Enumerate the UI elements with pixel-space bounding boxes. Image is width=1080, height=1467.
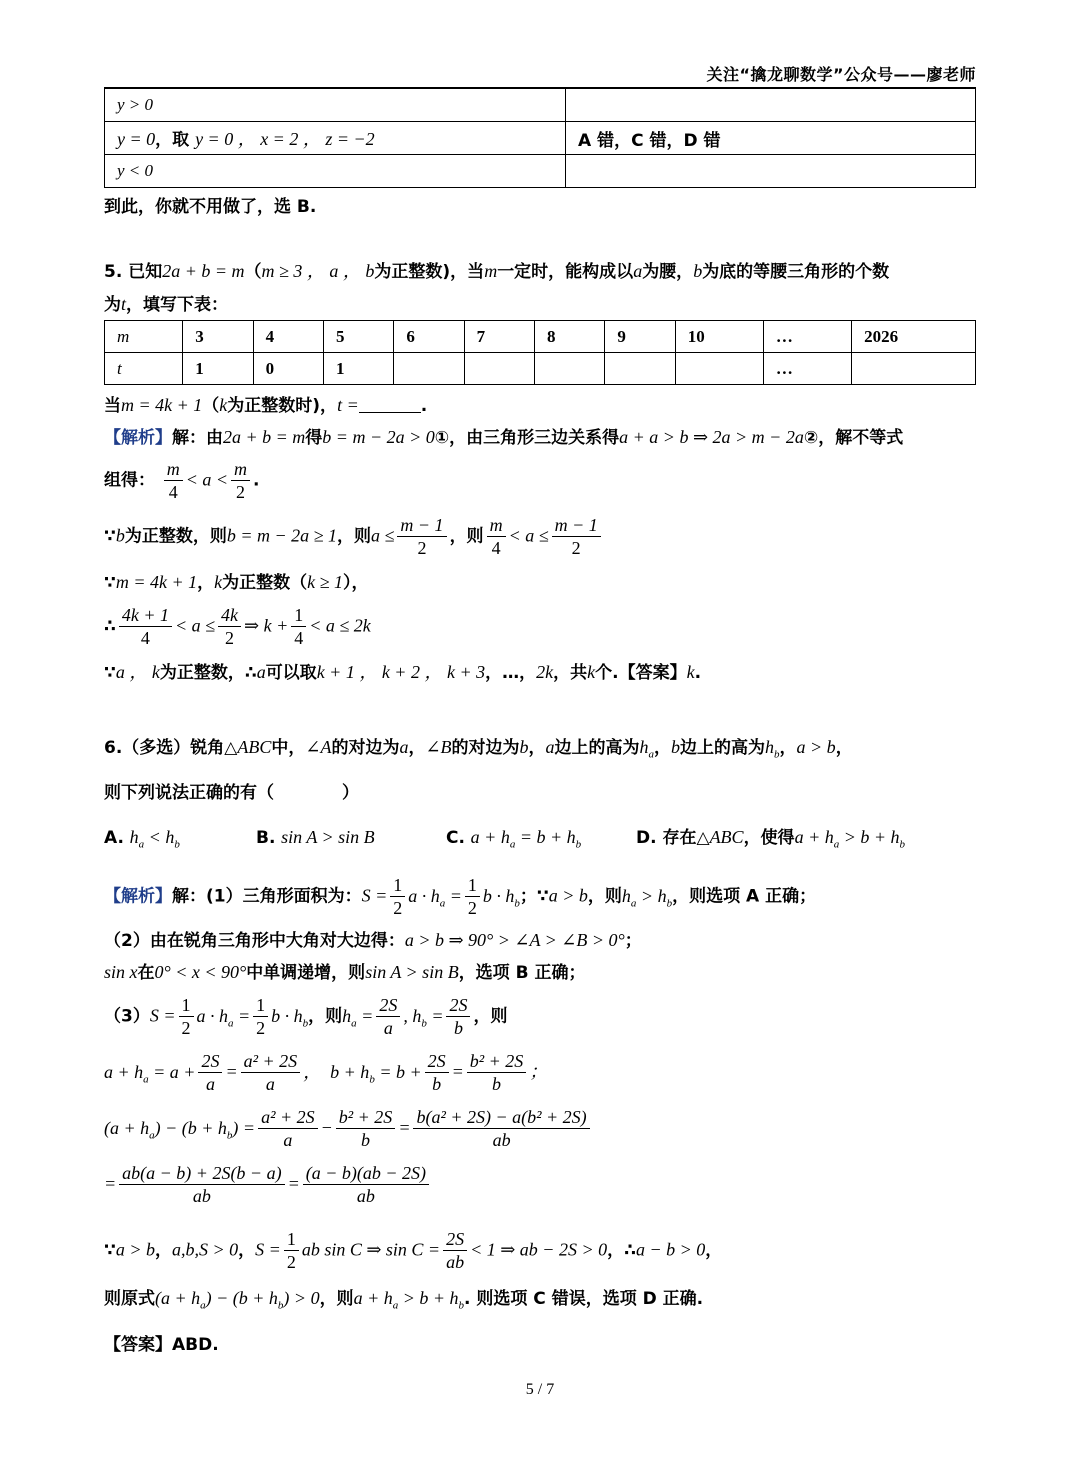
table-cell (566, 155, 976, 188)
sol6-line-6: $(a + h_a) - (b + h_b)$ = $\frac{\text{a² + 2S}}{a}$ − $\frac{\text{b² + 2S}}{b}$ = $\frac{\text{b(a² + 2S) − a(b² + 2S)}}{ab}$ (104, 1106, 593, 1151)
fraction: $\frac{2S}{a}$ (198, 1050, 222, 1095)
option-c[interactable]: C. $a + h_a = b + h_b$ (446, 827, 582, 851)
math-expr: 2k (536, 662, 554, 682)
text-span: 组得： (104, 470, 155, 491)
text-span: ， (155, 1240, 172, 1261)
case-table (104, 88, 976, 188)
math-expr: y = 0 (117, 129, 156, 149)
math-expr: k (214, 572, 223, 592)
math-expr: k + 1 ， k + 2 ， k + 3 (316, 662, 486, 682)
math-expr: k (219, 395, 228, 415)
fraction: $\frac{m}{4}$ (164, 458, 183, 503)
fraction: $\frac{m - 1}{2}$ (397, 514, 446, 559)
table-cell: 1 (183, 353, 253, 385)
text-span: 在 (137, 963, 155, 983)
math-expr: m = 4k + 1 (115, 572, 198, 592)
text-span: ，共 (553, 663, 588, 683)
text-span: 中单调递增，则 (246, 963, 366, 983)
math-expr: ab sin C ⇒ sin C = (301, 1239, 441, 1260)
table-cell: 8 (535, 321, 605, 353)
answer-blank[interactable] (359, 394, 421, 413)
text-span: ， (779, 738, 797, 758)
text-span: ； (624, 931, 642, 951)
math-expr: a (633, 261, 643, 281)
text-span: 边上的高为 (680, 738, 766, 758)
analysis-tag: 【解析】 (104, 428, 172, 448)
text-span: 5. 已知 (104, 262, 163, 282)
math-expr: ∠B (425, 737, 452, 757)
m-t-table (104, 320, 976, 385)
text-span: ，则 (308, 1006, 343, 1027)
math-expr: ∠A (305, 737, 332, 757)
text-span: ， (197, 573, 215, 593)
table-cell: 7 (464, 321, 534, 353)
text-span: 一定时，能构成以 (497, 262, 634, 282)
fraction: $\frac{\text{b(a² + 2S) − a(b² + 2S)}}{ab}$ (413, 1106, 589, 1151)
math-expr: 0° < x < 90° (154, 962, 247, 982)
math-expr: ⇒ k + (244, 615, 289, 636)
answer-value: ABD. (172, 1335, 219, 1355)
text-span: 6.（多选）锐角△ (104, 738, 238, 758)
option-a[interactable]: A. $h_a < h_b$ (104, 827, 180, 851)
q5-line-1 (104, 259, 889, 284)
text-span: ， (654, 738, 672, 758)
text-span: 为正整数，则 (124, 526, 227, 547)
option-d[interactable]: D. 存在△ABC，使得$a + h_a > b + h_b$ (636, 827, 906, 851)
table-cell: t (105, 353, 183, 385)
table-cell (464, 353, 534, 385)
math-expr: 2a + b = m (162, 261, 245, 281)
sol5-line-5 (104, 604, 371, 649)
table-cell: 9 (605, 321, 675, 353)
math-expr: S = (361, 885, 388, 906)
math-expr: sin x (104, 962, 138, 982)
sol6-line-9: 则原式$(a + h_a) - (b + h_b) > 0$，则$a + h_a > b + h_b$. 则选项 C 错误，选项 D 正确. (104, 1288, 704, 1312)
text-span: 为正整数（ (222, 573, 308, 593)
sol6-line-7: = $\frac{ab(a - b) + 2S(b - a)}{ab}$ = $\frac{(a - b)(ab - 2S)}{ab}$ (104, 1162, 432, 1207)
answer-tag: 【答案】 (104, 1335, 172, 1355)
math-expr: a ， k (115, 662, 160, 682)
text-span: ， (705, 1240, 723, 1261)
math-expr: sin A > sin B (365, 962, 459, 982)
math-expr: b (693, 261, 703, 281)
sol6-line-2 (104, 928, 642, 953)
text-span: 中， (271, 738, 306, 758)
fraction: $\frac{\text{b² + 2S}}{b}$ (467, 1050, 527, 1095)
math-expr: a + a > b ⇒ 2a > m − 2a (619, 427, 804, 447)
math-expr: a > b (796, 737, 836, 757)
text-span: . (420, 396, 428, 416)
table-cell: 6 (394, 321, 464, 353)
table-row (105, 89, 976, 122)
text-span: ，则 (337, 526, 372, 547)
table-cell: 3 (183, 321, 253, 353)
text-span: ， (408, 738, 426, 758)
table-cell (852, 353, 976, 385)
text-span: ∵ (104, 526, 116, 547)
text-span: ）， (343, 573, 369, 593)
text-span: 边上的高为 (554, 738, 640, 758)
text-span: ②，解不等式 (803, 428, 904, 448)
text-span: ， (528, 738, 546, 758)
text-span: ∵ (104, 573, 116, 593)
table-cell (535, 353, 605, 385)
text-span: （ (202, 396, 220, 416)
fraction: $\frac{2S}{b}$ (425, 1050, 449, 1095)
answer-tag: 【答案】 (618, 663, 687, 683)
text-span: ∵ (104, 663, 116, 683)
text-span: ∵ (104, 1240, 116, 1261)
table-cell (105, 122, 566, 155)
text-span: ，选项 B 正确； (458, 963, 586, 983)
table-cell: A 错，C 错，D 错 (566, 122, 976, 155)
fraction: $\frac{4k}{2}$ (218, 604, 241, 649)
math-expr: a − b > 0 (635, 1239, 706, 1260)
text-span: ；∵ (519, 886, 549, 907)
text-span: 为正整数时)， (227, 396, 338, 416)
fraction: $\frac{\text{a² + 2S}}{a}$ (258, 1106, 318, 1151)
text-span: 为 (104, 295, 121, 315)
text-span: 为腰， (642, 262, 694, 282)
page-number: 5 / 7 (525, 1381, 555, 1398)
sol5-line-2: 组得： $\frac{m}{4}$ < a < $\frac{m}{2}$ . (104, 459, 260, 502)
math-expr: S = (255, 1239, 281, 1260)
sol6-line-3 (104, 960, 585, 985)
text-span: ， (238, 1240, 256, 1261)
text-span: 的对边为 (331, 738, 400, 758)
fraction: $\frac{1}{2}$ (390, 874, 405, 919)
text-span: ，则 (473, 1006, 508, 1027)
fraction: $\frac{1}{4}$ (291, 604, 306, 649)
table-cell (605, 353, 675, 385)
analysis-tag: 【解析】 (104, 886, 172, 907)
math-expr: < 1 ⇒ ab − 2S > 0 (470, 1239, 608, 1260)
sol5-line-6 (104, 660, 701, 685)
fraction: $\frac{1}{2}$ (179, 994, 194, 1039)
text-span: 个. (595, 663, 619, 683)
math-expr: a > b (115, 1239, 155, 1260)
text-span: ，…， (485, 663, 537, 683)
text-span: ，填写下表： (126, 295, 229, 315)
text-span: 可以取 (265, 663, 317, 683)
sol6-answer (104, 1333, 219, 1357)
table-cell (566, 89, 976, 122)
text-span: （3） (104, 1006, 150, 1027)
math-expr: b = m − 2a ≥ 1 (226, 525, 338, 546)
math-expr: b (115, 525, 125, 546)
table-cell: 4 (253, 321, 323, 353)
table-row (105, 321, 976, 353)
text-span: ，∴ (607, 1240, 636, 1261)
fraction: $\frac{(a - b)(ab - 2S)}{ab}$ (303, 1162, 429, 1207)
math-expr: a ≤ (371, 525, 395, 546)
q5-line-2 (104, 292, 228, 317)
math-expr: < a ≤ (174, 615, 216, 636)
q6-line-2: 则下列说法正确的有（ ） (104, 783, 359, 803)
math-expr: m ≥ 3 ， a ， b (261, 261, 375, 281)
math-expr: k ≥ 1 (307, 572, 343, 592)
text-span: 解：(1）三角形面积为： (172, 886, 362, 907)
math-expr: t = (337, 395, 359, 415)
text-span: （ (244, 262, 262, 282)
fraction: $\frac{4k + 1}{4}$ (119, 604, 172, 649)
fraction: $\frac{\text{a² + 2S}}{a}$ (241, 1050, 301, 1095)
fraction: $\frac{2S}{ab}$ (443, 1228, 467, 1273)
table-cell: 0 (253, 353, 323, 385)
sol6-line-4: （3）S = $\frac{1}{2}$ $a \cdot h_a$ = $\frac{1}{2}$ $b \cdot h_b$，则$h_a$ = $\frac{2S}{a}$ , $h_b$ = $\frac{2S}{b}$ ，则 (104, 995, 508, 1038)
text-span: ，取 (155, 130, 196, 150)
fraction: $\frac{\text{b² + 2S}}{b}$ (336, 1106, 396, 1151)
math-expr: a (256, 662, 266, 682)
text-span: ①，由三角形三边关系得 (434, 428, 620, 448)
math-expr: y = 0 ， x = 2 ， z = −2 (195, 129, 375, 149)
table-cell: 2026 (852, 321, 976, 353)
fraction: $\frac{1}{2}$ (253, 994, 268, 1039)
text-span: 当 (104, 396, 121, 416)
text-span: . (694, 663, 702, 683)
conclusion-text: 到此，你就不用做了，选 B. (104, 197, 317, 217)
math-expr: < a ≤ 2k (309, 615, 371, 636)
math-expr: = (104, 1173, 117, 1194)
math-expr: m (484, 261, 498, 281)
math-expr: b (519, 737, 529, 757)
text-span: . 则选项 C 错误，选项 D 正确. (464, 1289, 704, 1309)
q6-line-1: 6.（多选）锐角△ABC中，∠A的对边为a，∠B的对边为b，a边上的高为$h_a$，b边上的高为$h_b$，a > b， (104, 737, 853, 761)
text-span: ，则 (319, 1289, 354, 1309)
math-expr: k (686, 662, 695, 682)
text-span: ，则 (449, 526, 484, 547)
option-b[interactable]: B. sin A > sin B (256, 827, 375, 848)
sol5-line-4 (104, 570, 369, 595)
math-expr: a (399, 737, 409, 757)
text-span: 解：由 (172, 428, 223, 448)
fraction: $\frac{m}{2}$ (231, 458, 250, 503)
table-cell: 1 (323, 353, 393, 385)
fraction: $\frac{2S}{a}$ (376, 994, 400, 1039)
fraction: $\frac{m}{4}$ (487, 514, 506, 559)
table-cell: … (763, 353, 851, 385)
math-expr: b = m − 2a > 0 (322, 427, 435, 447)
table-row (105, 155, 976, 188)
table-cell (675, 353, 763, 385)
table-row (105, 353, 976, 385)
fraction: $\frac{1}{2}$ (284, 1228, 299, 1273)
text-span: ∴ (104, 616, 116, 637)
math-expr: < a ≤ (508, 525, 549, 546)
text-span: 得 (305, 428, 323, 448)
table-cell: y < 0 (105, 155, 566, 188)
math-expr: a > b (548, 885, 588, 906)
fraction: $\frac{ab(a - b) + 2S(b - a)}{ab}$ (119, 1162, 284, 1207)
q5-ask (104, 393, 427, 418)
text-span: （2）由在锐角三角形中大角对大边得： (104, 931, 405, 951)
fraction: $\frac{1}{2}$ (465, 874, 480, 919)
table-cell: 10 (675, 321, 763, 353)
math-expr: t (121, 294, 127, 314)
table-cell (394, 353, 464, 385)
math-expr: m = 4k + 1 (121, 395, 203, 415)
text-span: 的对边为 (451, 738, 520, 758)
text-span: ，则 (587, 886, 622, 907)
page-header: 关注“擒龙聊数学”公众号——廖老师 (706, 65, 976, 84)
math-expr: ABC (237, 737, 272, 757)
math-expr: S = (149, 1005, 176, 1026)
math-expr: a > b ⇒ 90° > ∠A > ∠B > 0° (404, 930, 625, 950)
sol6-line-8 (104, 1228, 722, 1273)
math-expr: < a < (185, 469, 229, 490)
table-cell: y > 0 (105, 89, 566, 122)
table-cell: … (763, 321, 851, 353)
math-expr: a (545, 737, 555, 757)
fraction: $\frac{2S}{b}$ (446, 994, 470, 1039)
table-row (105, 122, 976, 155)
table-cell: m (105, 321, 183, 353)
sol6-line-5: $a + h_a = a$ + $\frac{2S}{a}$ = $\frac{\text{a² + 2S}}{a}$ ， $b + h_b = b$ + $\frac{2S}{b}$ = $\frac{\text{b² + 2S}}{b}$ ； (104, 1051, 548, 1094)
sol5-line-1 (104, 425, 903, 450)
table-cell: 5 (323, 321, 393, 353)
text-span: 则原式 (104, 1289, 155, 1309)
text-span: 为正整数，∴ (159, 663, 257, 683)
fraction: $\frac{m - 1}{2}$ (552, 514, 601, 559)
text-span: 为底的等腰三角形的个数 (702, 262, 890, 282)
math-expr: 2a + b = m (223, 427, 306, 447)
text-span: ，则选项 A 正确； (672, 886, 817, 907)
text-span: 为正整数)，当 (374, 262, 485, 282)
math-expr: k (587, 662, 596, 682)
q6-options (104, 825, 906, 857)
sol5-line-3 (104, 514, 604, 559)
text-span: ， (835, 738, 853, 758)
math-expr: b (671, 737, 681, 757)
math-expr: a,b,S > 0 (172, 1239, 239, 1260)
sol6-line-1: 【解析】解：(1）三角形面积为：S = $\frac{1}{2}$ $a \cdot h_a$ = $\frac{1}{2}$ $b \cdot h_b$；∵a > b，则$h_a > h_b$，则选项 A 正确； (104, 875, 817, 918)
